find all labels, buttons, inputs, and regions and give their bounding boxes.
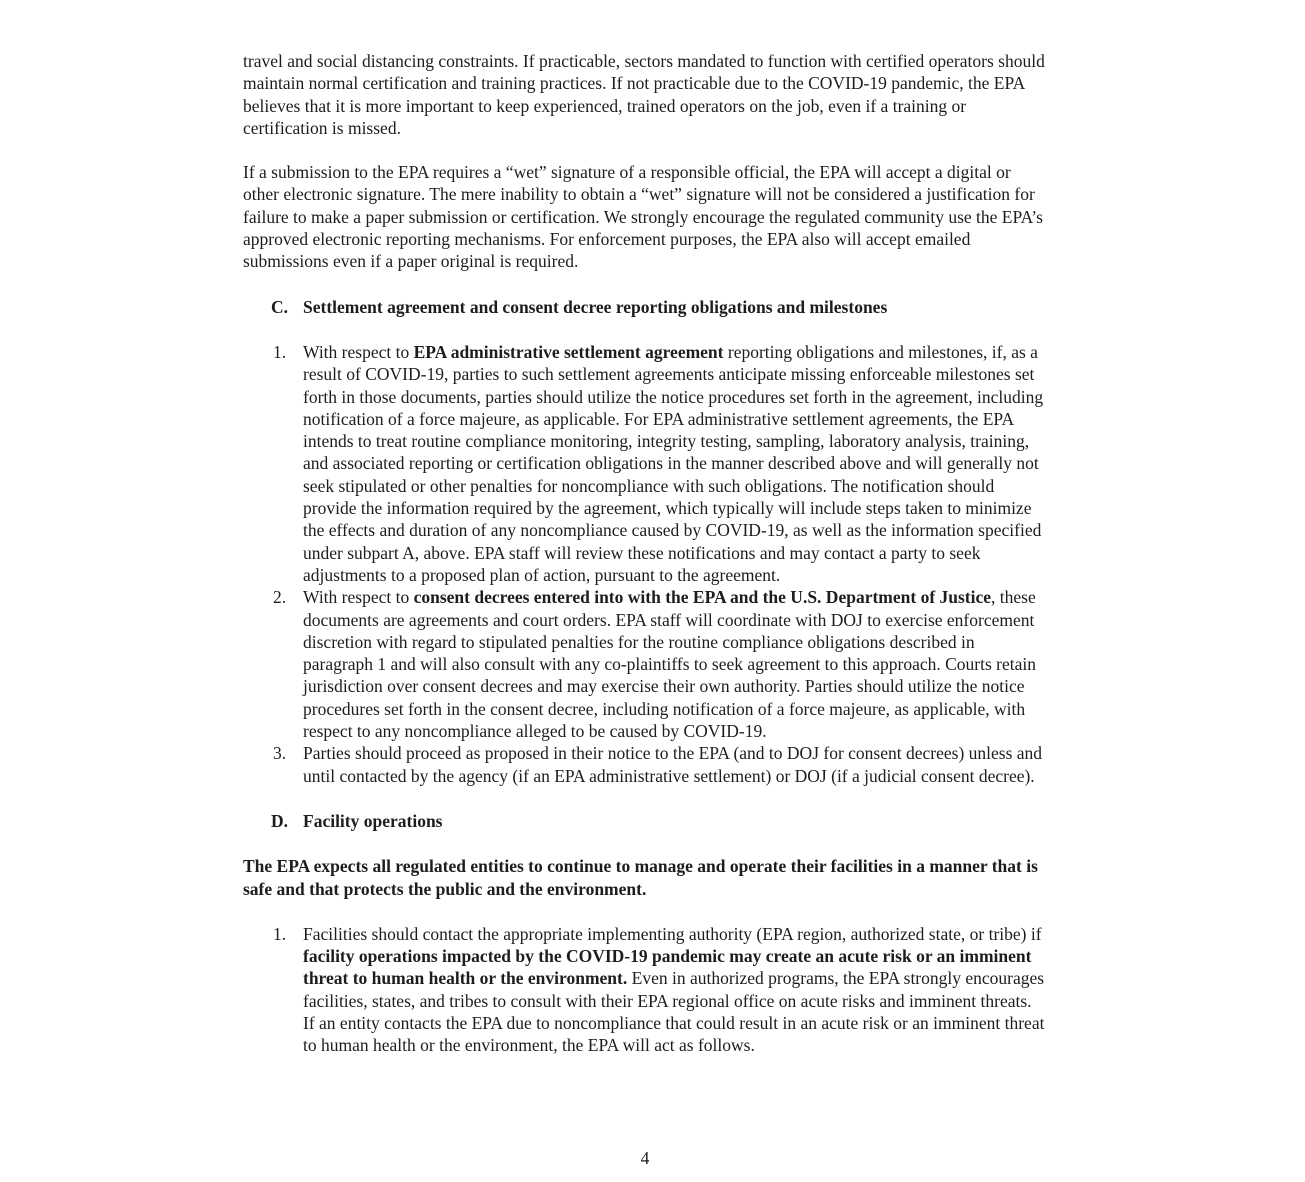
- list-item-text: Facilities should contact the appropriate implementing authority (EPA region, authorized state, or tribe) if facility operations impacted by the COVID-19 pandemic may create an acute risk or an imminent threat to human health or the environment. Even in authorized programs, the EPA strongly encourages facilities, states, and tribes to consult with their EPA regional office on acute risks and imminent threats. If an entity contacts the EPA due to noncompliance that could result in an acute risk or an imminent threat to human health or the environment, the EPA will act as follows.: [303, 923, 1045, 1056]
- section-d-label: D.: [271, 810, 289, 831]
- list-item: [243, 341, 1047, 586]
- document-content: [243, 50, 1047, 1057]
- list-item-number: 3.: [273, 743, 287, 764]
- paragraph-wet-signature: If a submission to the EPA requires a “wet” signature of a responsible official, the EPA will accept a digital or other electronic signature. The mere inability to obtain a “wet” signature will not be considered a justification for failure to make a paper submission or certification. We strongly encourage the regulated community use the EPA’s approved electronic reporting mechanisms. For enforcement purposes, the EPA also will accept emailed submissions even if a paper original is required.: [243, 162, 1043, 272]
- section-d-list: [243, 923, 1047, 1057]
- list-item: [243, 742, 1047, 787]
- section-d-intro: The EPA expects all regulated entities to continue to manage and operate their facilities in a manner that is safe and that protects the public and the environment.: [243, 856, 1038, 899]
- page-number: 4: [640, 1148, 650, 1168]
- list-item: [243, 923, 1047, 1057]
- list-item-text: With respect to EPA administrative settlement agreement reporting obligations and milestones, if, as a result of COVID-19, parties to such settlement agreements anticipate missing enforceable milestones set forth in those documents, parties should utilize the notice procedures set forth in the agreement, including notification of a force majeure, as applicable. For EPA administrative settlement agreements, the EPA intends to treat routine compliance monitoring, integrity testing, sampling, laboratory analysis, training, and associated reporting or certification obligations in the manner described above and will generally not seek stipulated or other penalties for noncompliance with such obligations. The notification should provide the information required by the agreement, which typically will include steps taken to minimize the effects and duration of any noncompliance caused by COVID-19, as well as the information specified under subpart A, above. EPA staff will review these notifications and may contact a party to seek adjustments to a proposed plan of action, pursuant to the agreement.: [303, 341, 1044, 585]
- section-c-label: C.: [271, 296, 289, 317]
- list-item-number: 1.: [273, 923, 287, 944]
- section-c-list: [243, 341, 1047, 787]
- paragraph-continuation: travel and social distancing constraints. If practicable, sectors mandated to function with certified operators should maintain normal certification and training practices. If not practicable due to the COVID-19 pandemic, the EPA believes that it is more important to keep experienced, trained operators on the job, even if a training or certification is missed.: [243, 51, 1045, 138]
- list-item-text: With respect to consent decrees entered into with the EPA and the U.S. Department of Justice, these documents are agreements and court orders. EPA staff will coordinate with DOJ to exercise enforcement discretion with regard to stipulated penalties for the routine compliance obligations described in paragraph 1 and will also consult with any co-plaintiffs to seek agreement to this approach. Courts retain jurisdiction over consent decrees and may exercise their own authority. Parties should utilize the notice procedures set forth in the consent decree, including notification of a force majeure, as applicable, with respect to any noncompliance alleged to be caused by COVID-19.: [303, 587, 1037, 742]
- list-item-number: 1.: [273, 341, 287, 362]
- section-d-heading: [243, 810, 1047, 832]
- section-c-heading: [243, 296, 1047, 318]
- list-item: [243, 586, 1047, 742]
- list-item-number: 2.: [273, 587, 287, 608]
- list-item-text: Parties should proceed as proposed in their notice to the EPA (and to DOJ for consent decrees) unless and until contacted by the agency (if an EPA administrative settlement) or DOJ (if a judicial consent decree).: [303, 743, 1043, 786]
- section-d-title: Facility operations: [303, 810, 443, 831]
- section-c-title: Settlement agreement and consent decree reporting obligations and milestones: [303, 296, 888, 317]
